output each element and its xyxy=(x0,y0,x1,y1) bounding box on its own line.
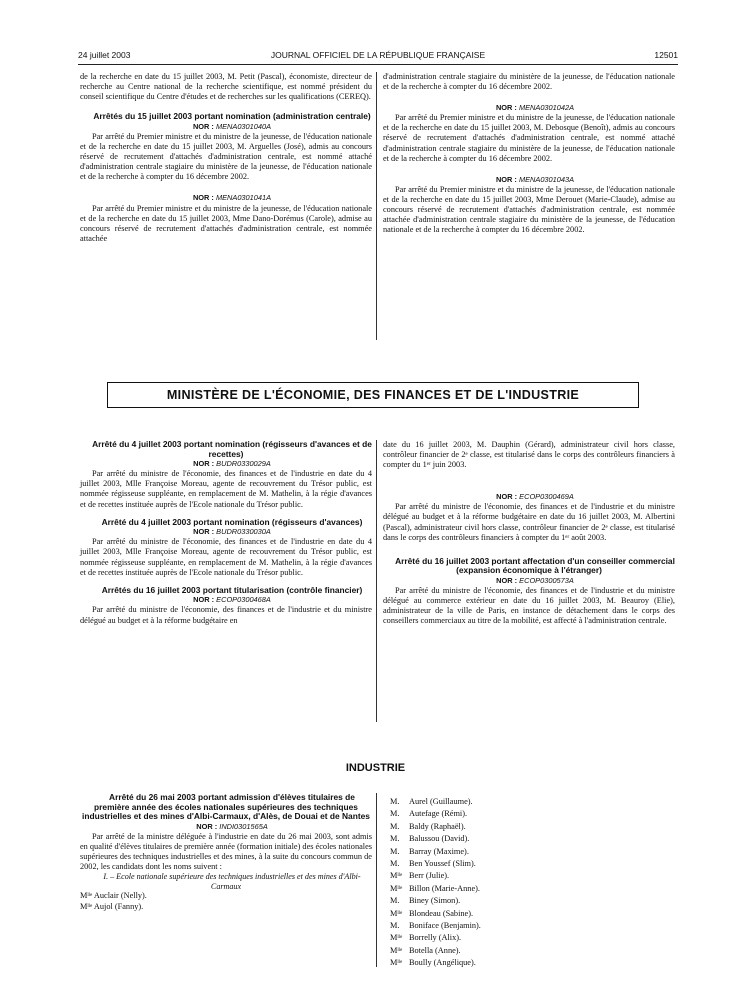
nor-code: INDI0301565A xyxy=(219,821,268,831)
list-item xyxy=(390,808,481,820)
candidate-title: Mˡˡᵉ xyxy=(80,891,93,901)
ministry-banner: MINISTÈRE DE L'ÉCONOMIE, DES FINANCES ET DE L'INDUSTRIE xyxy=(107,382,639,408)
nor-reference xyxy=(80,527,372,537)
candidate-name: Aurel (Guillaume). xyxy=(409,797,473,806)
candidate-name: Boully (Angélique). xyxy=(409,958,476,968)
candidate-name: Barray (Maxime). xyxy=(409,846,469,856)
journal-title: JOURNAL OFFICIEL DE LA RÉPUBLIQUE FRANÇAISE xyxy=(270,50,486,60)
nor-label: NOR : xyxy=(193,459,215,469)
nor-label: NOR : xyxy=(192,121,214,131)
paragraph: Par arrêté du Premier ministre et du ministre de la jeunesse, de l'éducation nationale et de la recherche en date du 15 juillet 2003, Mme Dano-Dorémus (Carole), admise au concours réservé de recrutement d'attachés d'administration centrale, est nommée attachée xyxy=(80,203,372,243)
candidate-title: Mˡˡᵉ xyxy=(390,883,403,893)
candidate-title: M. xyxy=(390,921,400,931)
nor-reference xyxy=(80,595,372,605)
candidate-name: Borrelly (Alix). xyxy=(409,933,462,943)
candidate-title: Mˡˡᵉ xyxy=(390,945,403,955)
candidate-name: Aujol (Fanny). xyxy=(93,901,144,911)
column-divider xyxy=(376,72,377,340)
paragraph: Par arrêté du Premier ministre et du ministre de la jeunesse, de l'éducation nationale et de la recherche en date du 15 juillet 2003, Mme Derouet (Marie-Claude), admise au concours réservé de recrutement d'attachés d'administration centrale, est nommée attachée d'administration centrale stagiaire du ministère de la jeunesse, de l'éducation nationale et de la recherche à compter du 16 décembre 2002. xyxy=(383,184,675,235)
middle-right-column xyxy=(383,440,675,626)
paragraph: Par arrêté du ministre de l'économie, des finances et de l'industrie en date du 4 juillet 2003, Mlle Françoise Moreau, agente de recouvrement du Trésor public, est nommée régisseuse suppléante, en remplacement de M. Mathelin, à la régie d'avances et de recettes instituée auprès de l'Ecole nationale du Trésor public. xyxy=(80,537,372,577)
paragraph: Par arrêté du ministre de l'économie, des finances et de l'industrie en date du 4 juillet 2003, Mlle Françoise Moreau, agente de recouvrement du Trésor public, est nommée régisseuse suppléante, en remplacement de M. Mathelin, à la régie d'avances et de recettes instituée auprès de l'Ecole nationale du Trésor public. xyxy=(80,469,372,509)
paragraph: de la recherche en date du 15 juillet 2003, M. Petit (Pascal), économiste, directeur de recherche au Centre national de la recherche scientifique, est nommé président du conseil scientifique du Centre d'études et de recherches sur les qualifications (CEREQ). xyxy=(80,72,372,102)
list-item xyxy=(390,846,481,858)
nor-code: ECOP0300573A xyxy=(519,575,574,585)
list-item xyxy=(390,932,481,944)
candidate-title: M. xyxy=(390,834,400,844)
list-item xyxy=(390,957,481,969)
column-divider xyxy=(376,793,377,967)
list-item xyxy=(390,920,481,932)
candidate-name: Ben Youssef (Slim). xyxy=(409,859,476,869)
nor-reference xyxy=(80,122,372,132)
nor-reference xyxy=(80,822,372,832)
section-heading-industrie: INDUSTRIE xyxy=(345,762,406,774)
school-heading: I. – Ecole nationale supérieure des techniques industrielles et des mines d'Albi-Carmaux xyxy=(103,872,361,891)
nor-code: BUDR0330029A xyxy=(216,459,271,469)
nor-label: NOR : xyxy=(495,174,517,184)
candidate-title: M. xyxy=(390,896,400,906)
top-right-column xyxy=(383,72,675,235)
list-item xyxy=(390,945,481,957)
paragraph: Par arrêté du Premier ministre et du ministre de la jeunesse, de l'éducation nationale et de la recherche en date du 15 juillet 2003, M. Arguelles (José), admis au concours réservé de recrutement d'attachés d'administration centrale, est nommé attaché d'administration centrale stagiaire du ministère de la jeunesse, de l'éducation nationale et de la recherche à compter du 16 décembre 2002. xyxy=(80,131,372,182)
nor-reference xyxy=(383,576,675,586)
arrete-title: Arrêtés du 15 juillet 2003 portant nomination (administration centrale) xyxy=(93,111,371,122)
candidate-title: Mˡˡᵉ xyxy=(80,901,93,911)
list-item xyxy=(80,902,372,912)
candidate-name: Baldy (Raphaël). xyxy=(409,821,466,831)
header-rule xyxy=(78,64,678,65)
list-item xyxy=(80,891,372,901)
nor-code: ECOP0300468A xyxy=(216,595,271,605)
nor-code: MENA0301043A xyxy=(518,174,575,184)
candidate-list-right xyxy=(390,796,481,970)
nor-code: MENA0301041A xyxy=(215,193,272,203)
arrete-title: Arrêté du 26 mai 2003 portant admission d'élèves titulaires de première année des écoles nationales supérieures des techniques industrielles et des mines d'Albi-Carmaux, d'Alès, de Douai et de Nantes xyxy=(82,792,370,822)
middle-left-column xyxy=(80,440,372,626)
header-date: 24 juillet 2003 xyxy=(78,50,131,60)
nor-label: NOR : xyxy=(192,193,214,203)
column-divider xyxy=(376,440,377,722)
candidate-name: Biney (Simon). xyxy=(409,896,461,906)
paragraph: Par arrêté du ministre de l'économie, des finances et de l'industrie et du ministre délégué au budget et à la réforme budgétaire en date du 16 juillet 2003, M. Albertini (Pascal), administrateur civil hors classe, contrôleur financier de 2ᵉ classe, est titularisé dans le corps des contrôleurs financiers à compter du 1ᵉʳ août 2003. xyxy=(383,502,675,542)
nor-reference xyxy=(383,103,675,113)
nor-label: NOR : xyxy=(495,103,517,113)
paragraph: date du 16 juillet 2003, M. Dauphin (Gérard), administrateur civil hors classe, contrôleur financier de 2ᵉ classe, est titularisé dans le corps des contrôleurs financiers à compter du 1ᵉʳ juin 2003. xyxy=(383,440,675,470)
candidate-name: Billon (Marie-Anne). xyxy=(409,883,480,893)
nor-label: NOR : xyxy=(496,575,518,585)
nor-reference xyxy=(383,492,675,502)
list-item xyxy=(390,895,481,907)
nor-label: NOR : xyxy=(193,595,215,605)
candidate-name: Balussou (David). xyxy=(409,834,470,844)
candidate-name: Auclair (Nelly). xyxy=(93,891,147,901)
candidate-name: Autefage (Rémi). xyxy=(409,809,468,819)
candidate-title: M. xyxy=(390,797,400,806)
nor-reference xyxy=(80,459,372,469)
nor-label: NOR : xyxy=(496,492,518,502)
bottom-left-column xyxy=(80,793,372,912)
paragraph: Par arrêté de la ministre déléguée à l'industrie en date du 26 mai 2003, sont admis en qualité d'élèves titulaires de première année (formation initiale) des écoles nationales supérieures des techniques industrielles et des mines, à la suite du concours commun de 2002, les candidats dont les noms suivent : xyxy=(80,831,372,872)
arrete-title: Arrêté du 4 juillet 2003 portant nomination (régisseurs d'avances et de recettes) xyxy=(92,439,372,459)
nor-code: ECOP0300469A xyxy=(519,492,574,502)
list-item xyxy=(390,796,481,808)
list-item xyxy=(390,821,481,833)
top-left-column xyxy=(80,72,372,244)
nor-code: BUDR0330030A xyxy=(216,527,271,537)
list-item xyxy=(390,858,481,870)
paragraph: Par arrêté du ministre de l'économie, des finances et de l'industrie et du ministre délégué au budget et à la réforme budgétaire en xyxy=(80,605,372,625)
candidate-name: Boniface (Benjamin). xyxy=(409,921,481,931)
page-number: 12501 xyxy=(654,50,678,60)
candidate-name: Botella (Anne). xyxy=(409,945,461,955)
nor-code: MENA0301042A xyxy=(518,103,575,113)
candidate-list xyxy=(80,891,372,911)
candidate-title: Mˡˡᵉ xyxy=(390,958,403,968)
nor-reference xyxy=(383,175,675,185)
candidate-title: M. xyxy=(390,846,400,856)
candidate-title: Mˡˡᵉ xyxy=(390,908,403,918)
list-item xyxy=(390,908,481,920)
nor-reference xyxy=(80,193,372,203)
page-header xyxy=(78,50,678,64)
candidate-name: Berr (Julie). xyxy=(409,871,450,881)
list-item xyxy=(390,833,481,845)
nor-label: NOR : xyxy=(193,527,215,537)
paragraph: d'administration centrale stagiaire du ministère de la jeunesse, de l'éducation nationale et de la recherche à compter du 16 décembre 2002. xyxy=(383,72,675,92)
paragraph: Par arrêté du ministre de l'économie, des finances et de l'industrie et du ministre délégué au commerce extérieur en date du 16 juillet 2003, M. Beauroy (Elie), administrateur de la ville de Paris, en instance de détachement dans le corps des conseillers commerciaux au titre de la mobilité, est affecté à l'administration centrale. xyxy=(383,586,675,626)
candidate-title: M. xyxy=(390,809,400,819)
paragraph: Par arrêté du Premier ministre et du ministre de la jeunesse, de l'éducation nationale et de la recherche en date du 15 juillet 2003, M. Debosque (Benoît), admis au concours réservé de recrutement d'attachés d'administration centrale, est nommé attaché d'administration centrale stagiaire du ministère de la jeunesse, de l'éducation nationale et de la recherche à compter du 16 décembre 2002. xyxy=(383,113,675,163)
arrete-title: Arrêtés du 16 juillet 2003 portant titularisation (contrôle financier) xyxy=(101,584,363,595)
list-item xyxy=(390,883,481,895)
candidate-title: Mˡˡᵉ xyxy=(390,933,403,943)
candidate-title: M. xyxy=(390,821,400,831)
arrete-title: Arrêté du 16 juillet 2003 portant affectation d'un conseiller commercial (expansion économique à l'étranger) xyxy=(395,555,675,576)
list-item xyxy=(390,870,481,882)
arrete-title: Arrêté du 4 juillet 2003 portant nomination (régisseurs d'avances) xyxy=(101,516,363,527)
nor-label: NOR : xyxy=(196,821,218,831)
candidate-title: Mˡˡᵉ xyxy=(390,871,403,881)
nor-code: MENA0301040A xyxy=(215,121,272,131)
candidate-name: Blondeau (Sabine). xyxy=(409,908,474,918)
candidate-title: M. xyxy=(390,859,400,869)
